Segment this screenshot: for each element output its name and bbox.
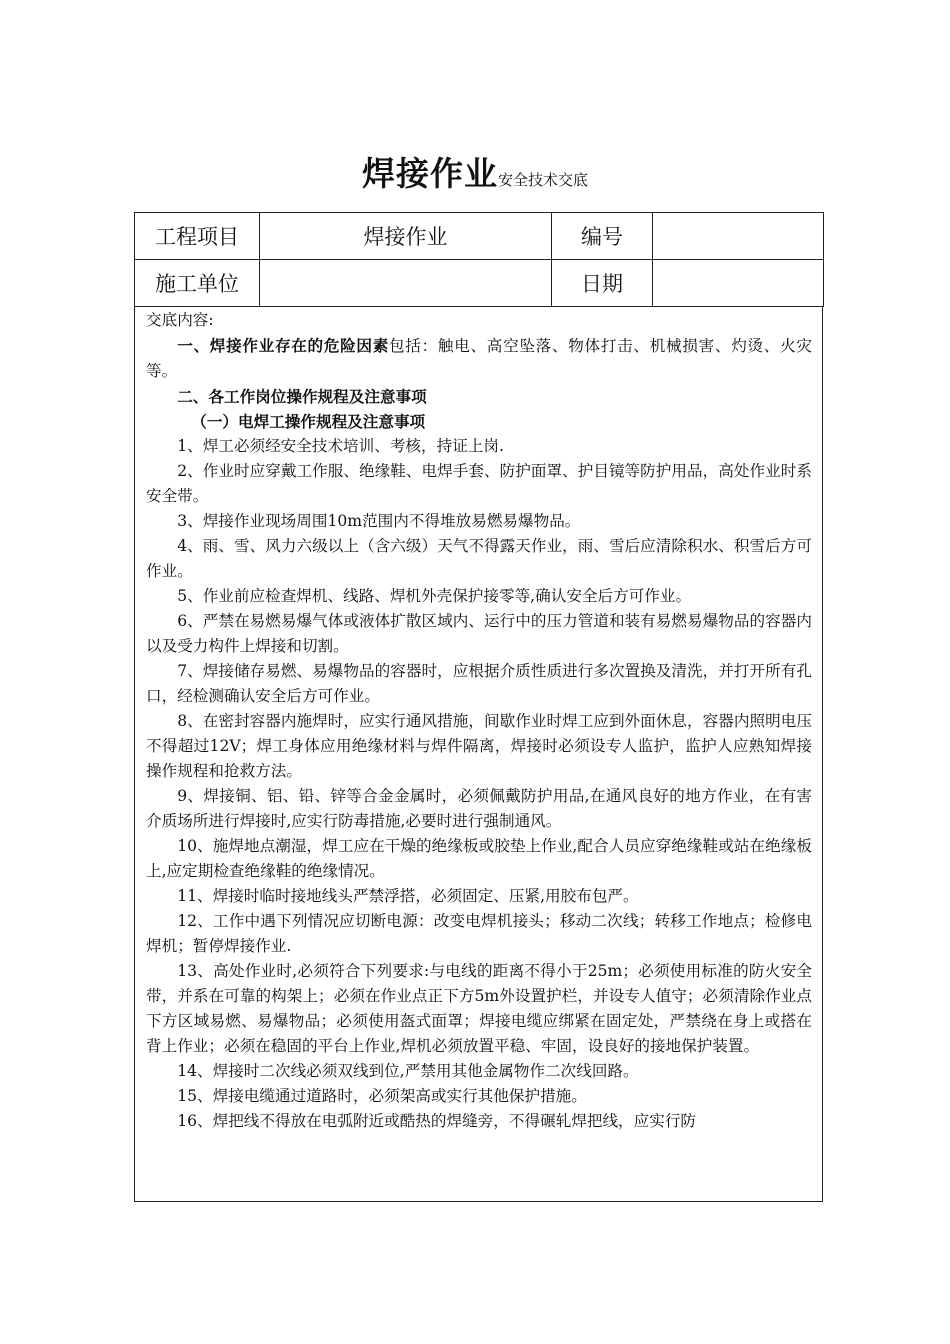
list-item: 15、焊接电缆通过道路时，必须架高或实行其他保护措施。 [177, 1087, 587, 1105]
section-1 [146, 333, 812, 384]
title-main: 焊接作业 [361, 154, 498, 193]
list-item: 14、焊接时二次线必须双线到位,严禁用其他金属物作二次线回路。 [177, 1062, 639, 1080]
list-item: 7、焊接储存易燃、易爆物品的容器时，应根据介质性质进行多次置换及清洗，并打开所有孔口，经检测确认安全后方可作业。 [146, 662, 812, 705]
list-item: 11、焊接时临时接地线头严禁浮搭，必须固定、压紧,用胶布包严。 [177, 887, 639, 905]
section-2-title: 二、各工作岗位操作规程及注意事项 [177, 387, 427, 406]
project-value: 焊接作业 [260, 213, 552, 260]
content-body [135, 306, 822, 1134]
item-list [146, 434, 812, 1134]
section-1-text: 包括：触电、高空坠落、物体打击、机械损害、灼烫、火灾等。 [146, 337, 812, 380]
table-row [135, 213, 824, 260]
date-value [653, 260, 824, 307]
table-row [135, 260, 824, 307]
list-item: 3、焊接作业现场周围10m范围内不得堆放易燃易爆物品。 [177, 512, 581, 530]
document-title [0, 148, 950, 195]
info-table [134, 212, 824, 307]
number-value [653, 213, 824, 260]
list-item: 2、作业时应穿戴工作服、绝缘鞋、电焊手套、防护面罩、护目镜等防护用品，高处作业时系安全带。 [146, 462, 812, 505]
list-item: 5、作业前应检查焊机、线路、焊机外壳保护接零等,确认安全后方可作业。 [177, 587, 692, 605]
list-item: 13、高处作业时,必须符合下列要求:与电线的距离不得小于25m；必须使用标准的防火安全带，并系在可靠的构架上；必须在作业点正下方5m外设置护栏，并设专人值守；必须清除作业点下方区域易燃、易爆物品；必须使用盔式面罩；焊接电缆应绑紧在固定处，严禁绕在身上或搭在背上作业；必须在稳固的平台上作业,焊机必须放置平稳、牢固，设良好的接地保护装置。 [146, 962, 812, 1055]
section-2-subtitle: （一）电焊工操作规程及注意事项 [191, 412, 426, 431]
list-item: 16、焊把线不得放在电弧附近或酷热的焊缝旁，不得碾轧焊把线，应实行防 [177, 1112, 697, 1130]
list-item: 8、在密封容器内施焊时，应实行通风措施，间歇作业时焊工应到外面休息，容器内照明电压不得超过12V；焊工身体应用绝缘材料与焊件隔离，焊接时必须设专人监护，监护人应熟知焊接操作规程和抢救方法。 [146, 712, 812, 780]
list-item: 12、工作中遇下列情况应切断电源：改变电焊机接头；移动二次线；转移工作地点；检修电焊机；暂停焊接作业. [146, 912, 812, 955]
content-box [134, 306, 823, 1202]
list-item: 6、严禁在易燃易爆气体或液体扩散区域内、运行中的压力管道和装有易燃易爆物品的容器内以及受力构件上焊接和切割。 [146, 612, 812, 655]
list-item: 9、焊接铜、铝、铅、锌等合金金属时，必须佩戴防护用品,在通风良好的地方作业，在有害介质场所进行焊接时,应实行防毒措施,必要时进行强制通风。 [146, 787, 812, 830]
unit-value [260, 260, 552, 307]
number-label: 编号 [552, 213, 653, 260]
title-suffix: 安全技术交底 [497, 171, 588, 189]
list-item: 1、焊工必须经安全技术培训、考核，持证上岗. [177, 437, 504, 455]
project-label: 工程项目 [135, 213, 260, 260]
unit-label: 施工单位 [135, 260, 260, 307]
list-item: 10、施焊地点潮湿，焊工应在干燥的绝缘板或胶垫上作业,配合人员应穿绝缘鞋或站在绝缘板上,应定期检查绝缘鞋的绝缘情况。 [146, 837, 812, 880]
list-item: 4、雨、雪、风力六级以上（含六级）天气不得露天作业，雨、雪后应清除积水、积雪后方可作业。 [146, 537, 812, 580]
content-heading: 交底内容: [146, 311, 214, 329]
date-label: 日期 [552, 260, 653, 307]
section-1-title: 一、焊接作业存在的危险因素 [177, 336, 390, 355]
